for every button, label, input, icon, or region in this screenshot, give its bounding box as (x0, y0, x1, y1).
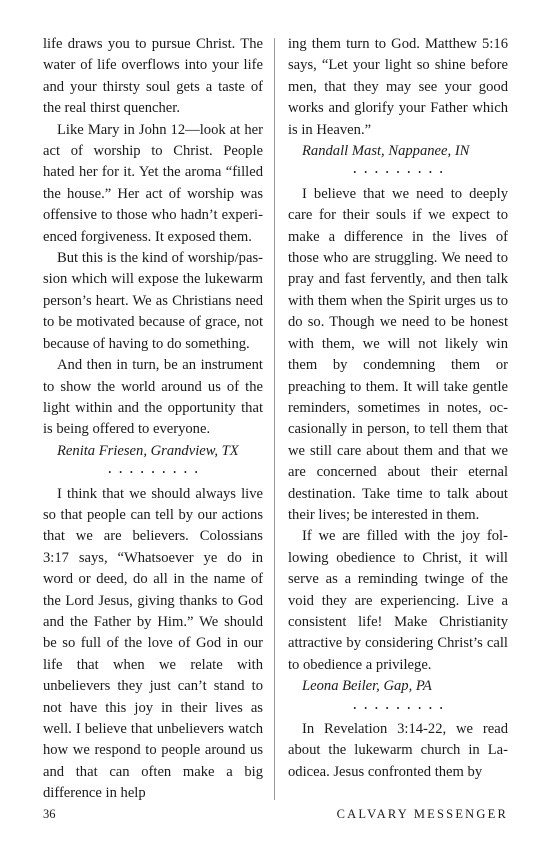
author-signature: Randall Mast, Nappanee, IN (302, 143, 470, 160)
section-divider: ••••••••• (108, 468, 206, 478)
paragraph: Like Mary in John 12—look at her act of worship to Christ. People hated her for it. Yet the aroma “filled the house.” Her act of worship was offensive to those who hadn’t experienced forgiveness. It exposed them. (43, 121, 263, 245)
paragraph: life draws you to pursue Christ. The water of life overflows into your life and your thirsty soul gets a taste of the real thirst quencher. (43, 36, 263, 117)
section-divider: ••••••••• (353, 168, 451, 178)
paragraph: And then in turn, be an instrument to show the world around us of the light within and the opportunity that is being offered to everyone. (43, 357, 263, 438)
page-number: 36 (43, 807, 56, 821)
paragraph: But this is the kind of worship/passion which will expose the lukewarm person’s heart. We as Christians need to be motivated because of grace, not because of having to do something. (43, 250, 263, 352)
column-rule (274, 38, 275, 800)
section-divider: ••••••••• (353, 703, 451, 713)
author-signature: Renita Friesen, Grandview, TX (57, 442, 239, 459)
right-column (288, 34, 508, 783)
left-column (43, 34, 263, 805)
magazine-name: CALVARY MESSENGER (336, 807, 508, 821)
paragraph: If we are filled with the joy following obedience to Christ, it will serve as a reminding twinge of the void they are experiencing. Live a consistent life! Make Christianity attractive by considering Christ’s call to obedience a privilege. (288, 528, 508, 673)
author-signature: Leona Beiler, Gap, PA (302, 678, 432, 695)
paragraph: ing them turn to God. Matthew 5:16 says, “Let your light so shine before men, that they may see your good works and glorify your Father which is in Heaven.” (288, 36, 508, 138)
paragraph: In Revelation 3:14-22, we read about the lukewarm church in Laodicea. Jesus confronted them by (288, 721, 508, 780)
paragraph: I think that we should always live so that people can tell by our actions that we are believers. Colossians 3:17 says, “Whatsoever ye do in word or deed, do all in the name of the Lord Jesus, giving thanks to God and the Father by Him.” We should be so full of the love of God in our life that when we relate with unbelievers they just can’t stand to not have this joy in their lives as well. I believe that unbelievers watch how we respond to people around us and that can often make a big difference in help (43, 485, 263, 802)
paragraph: I believe that we need to deeply care for their souls if we expect to make a difference in the lives of those who are struggling. We need to pray and fast fervently, and then talk with them when the Spirit urges us to do so. Though we need to be honest with them, we will not likely win them by condemning them or preaching to them. It will take gentle reminders, sometimes in notes, occasionally in person, to tell them that we still care about them and that we are concerned about their eternal destination. Take time to talk about their lives; be interested in them. (288, 185, 508, 523)
